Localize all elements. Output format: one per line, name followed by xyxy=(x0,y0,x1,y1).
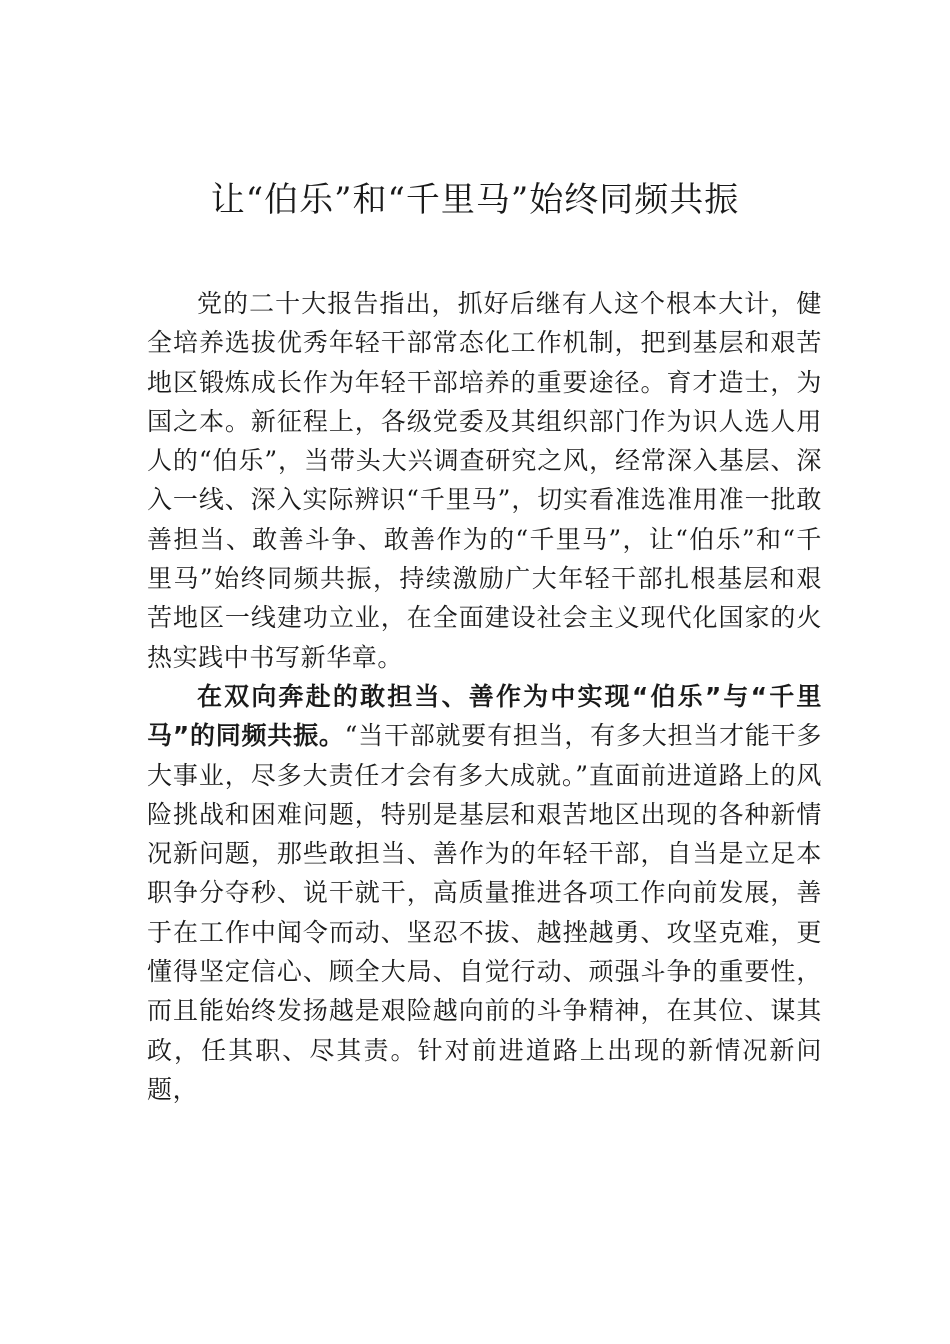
document-title: 让“伯乐”和“千里马”始终同频共振 xyxy=(210,180,740,220)
paragraph-2-text: “当干部就要有担当，有多大担当才能干多大事业，尽多大责任才会有多大成就。”直面前进道路上的风险挑战和困难问题，特别是基层和艰苦地区出现的各种新情况新问题，那些敢担当、善作为的年轻干部，自当是立足本职争分夺秒、说干就干，高质量推进各项工作向前发展，善于在工作中闻令而动、坚忍不拔、越挫越勇、攻坚克难，更懂得坚定信心、顾全大局、自觉行动、顽强斗争的重要性， 而且能始终发扬越是艰险越向前的斗争精神，在其位、谋其政，任其职、尽其责。针对前进道路上出现的新情况新问题， xyxy=(147,721,822,1104)
document-body xyxy=(147,284,822,1109)
paragraph-2-lead-sentence: 在双向奔赴的敢担当、善作为中实现“伯乐”与“千里马”的同频共振。 xyxy=(147,681,822,751)
paragraph-2 xyxy=(147,677,822,1109)
paragraph-1 xyxy=(147,284,822,677)
paragraph-1-text: 党的二十大报告指出，抓好后继有人这个根本大计，健全培养选拔优秀年轻干部常态化工作机制，把到基层和艰苦地区锻炼成长作为年轻干部培养的重要途径。育才造士，为国之本。新征程上，各级党委及其组织部门作为识人选人用人的“伯乐”，当带头大兴调查研究之风，经常深入基层、深入一线、深入实际辨识“千里马”，切实看准选准用准一批敢善担当、敢善斗争、敢善作为的“千里马”，让“伯乐”和“千里马”始终同频共振，持续激励广大年轻干部扎根基层和艰苦地区一线建功立业，在全面建设社会主义现代化国家的火热实践中书写新华章。 xyxy=(147,289,822,672)
